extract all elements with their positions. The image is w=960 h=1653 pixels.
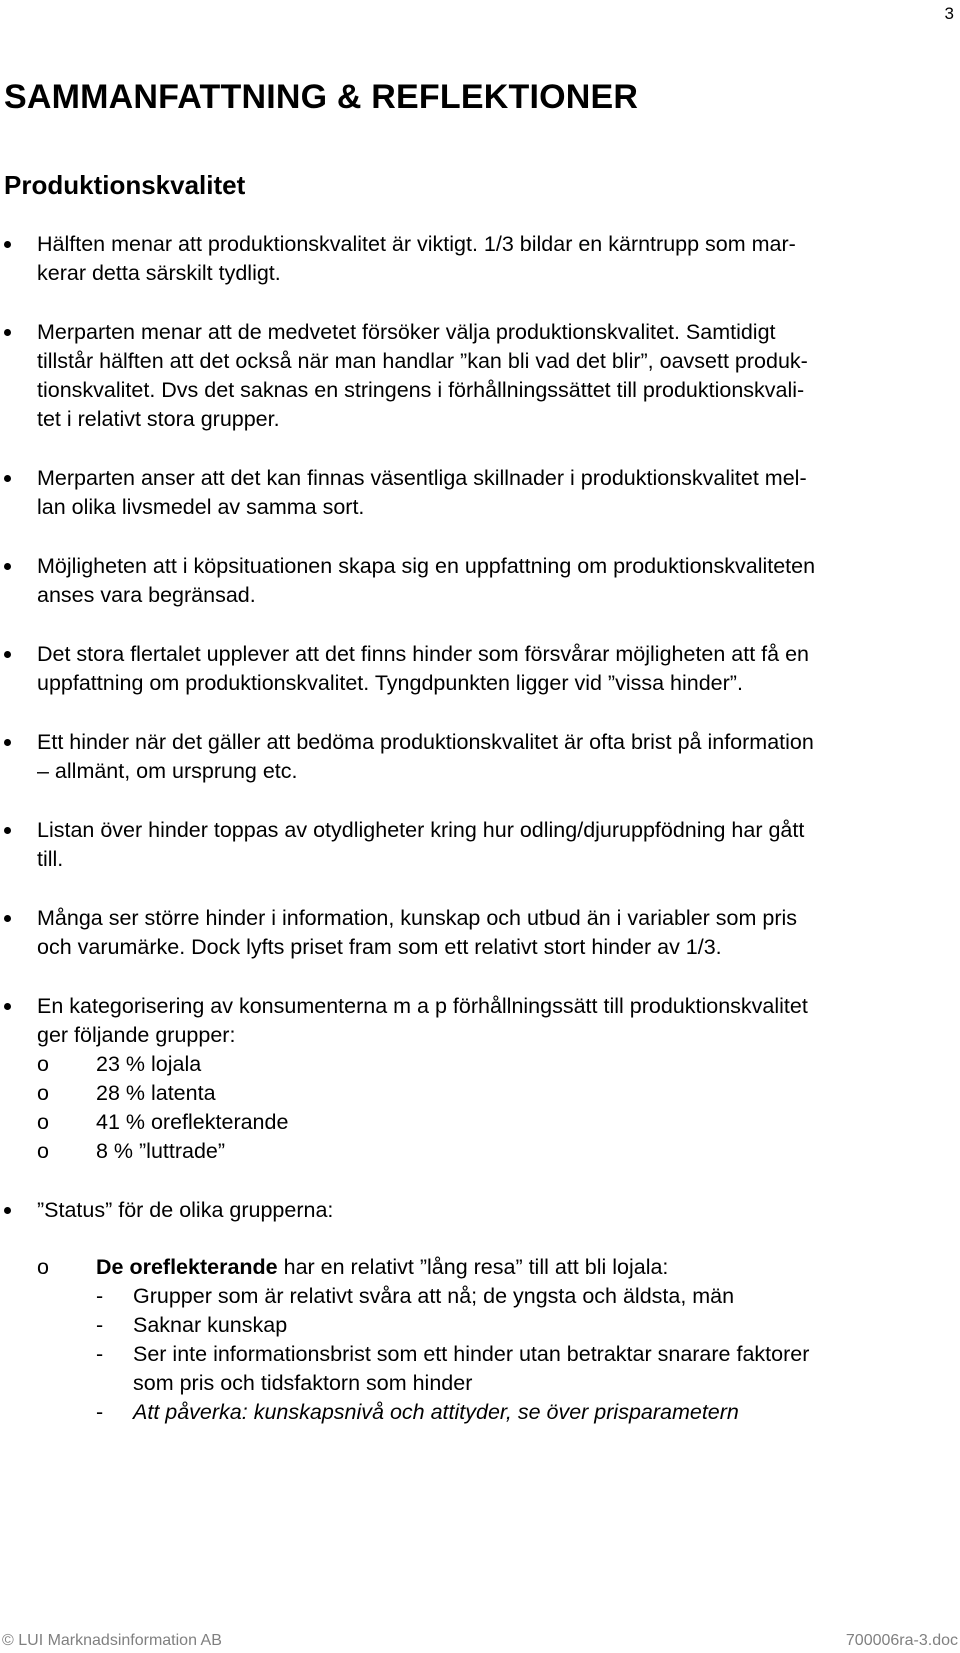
status-bold-term: De oreflekterande — [96, 1255, 278, 1279]
bullet-item — [0, 816, 958, 874]
section-title: Produktionskvalitet — [4, 170, 246, 200]
bullet-dot-icon — [4, 563, 11, 570]
bullet-text: Listan över hinder toppas av otydligheter kring hur odling/djuruppfödning har gått till. — [37, 818, 805, 871]
circle-bullet-icon: o — [37, 1052, 49, 1076]
status-dash-item — [96, 1398, 958, 1427]
status-dash-list — [96, 1282, 958, 1427]
status-dash-item — [96, 1340, 958, 1398]
consumer-group-list — [37, 1050, 958, 1166]
consumer-group-label: 41 % oreflekterande — [96, 1110, 289, 1134]
bullet-item — [0, 904, 958, 962]
consumer-group-label: 28 % latenta — [96, 1081, 216, 1105]
bullet-dot-icon — [4, 915, 11, 922]
consumer-group-item — [37, 1079, 958, 1108]
bullet-item — [0, 552, 958, 610]
bullet-dot-icon — [4, 475, 11, 482]
dash-marker: - — [96, 1313, 104, 1337]
bullet-text: Det stora flertalet upplever att det finns hinder som försvårar möjligheten att få en uppfattning om produktionskvalitet. Tyngdpunkten ligger vid ”vissa hinder”. — [37, 642, 810, 695]
bullet-text: Många ser större hinder i information, kunskap och utbud än i variabler som pris och varumärke. Dock lyfts priset fram som ett relativt stort hinder av 1/3. — [37, 906, 798, 959]
bullet-dot-icon — [4, 1003, 11, 1010]
dash-marker: - — [96, 1400, 104, 1424]
bullet-item — [0, 728, 958, 786]
status-detail — [37, 1253, 958, 1427]
bullet-text: Hälften menar att produktionskvalitet är viktigt. 1/3 bildar en kärntrupp som mar- kerar detta särskilt tydligt. — [37, 232, 796, 285]
consumer-group-label: 8 % ”luttrade” — [96, 1139, 226, 1163]
consumer-group-item — [37, 1137, 958, 1166]
bullet-item — [0, 318, 958, 434]
footer-copyright: © LUI Marknadsinformation AB — [2, 1632, 222, 1649]
bullet-text: Ett hinder när det gäller att bedöma produktionskvalitet är ofta brist på information – allmänt, om ursprung etc. — [37, 730, 814, 783]
status-dash-item — [96, 1311, 958, 1340]
circle-bullet-icon: o — [37, 1081, 49, 1105]
bullet-text: Merparten menar att de medvetet försöker välja produktionskvalitet. Samtidigt tillstår hälften att det också när man handlar ”kan bli vad det blir”, oavsett produk- tionskvalitet. Dvs det saknas en stringens i förhållningssättet till produktionskvali- tet i relativt stora grupper. — [37, 320, 808, 431]
status-dash-item — [96, 1282, 958, 1311]
page-number: 3 — [944, 4, 954, 23]
page-footer — [0, 1630, 960, 1653]
bullet-item-categorisation — [0, 992, 958, 1166]
bullet-dot-icon — [4, 739, 11, 746]
bullet-dot-icon — [4, 1207, 11, 1214]
dash-marker: - — [96, 1342, 104, 1366]
bullet-item — [0, 464, 958, 522]
bullet-item — [0, 230, 958, 288]
page-title: SAMMANFATTNING & REFLEKTIONER — [4, 78, 639, 116]
bullet-text: Merparten anser att det kan finnas väsentliga skillnader i produktionskvalitet mel- lan olika livsmedel av samma sort. — [37, 466, 807, 519]
bullet-dot-icon — [4, 241, 11, 248]
consumer-group-item — [37, 1108, 958, 1137]
status-dash-text: Ser inte informationsbrist som ett hinder utan betraktar snarare faktorer som pris och tidsfaktorn som hinder — [133, 1342, 810, 1395]
bullet-item — [0, 640, 958, 698]
bullet-text: En kategorisering av konsumenterna m a p förhållningssätt till produktionskvalitet ger följande grupper: — [37, 994, 808, 1047]
bullet-dot-icon — [4, 651, 11, 658]
consumer-group-label: 23 % lojala — [96, 1052, 202, 1076]
status-dash-text: Grupper som är relativt svåra att nå; de yngsta och äldsta, män — [133, 1284, 735, 1308]
status-dash-text: Saknar kunskap — [133, 1313, 288, 1337]
bullet-item-status — [0, 1196, 958, 1427]
bullet-dot-icon — [4, 827, 11, 834]
footer-filename: 700006ra-3.doc — [845, 1632, 958, 1649]
bullet-dot-icon — [4, 329, 11, 336]
bullet-text: Möjligheten att i köpsituationen skapa sig en uppfattning om produktionskvaliteten anses vara begränsad. — [37, 554, 816, 607]
circle-bullet-icon: o — [37, 1139, 49, 1163]
bullet-text: ”Status” för de olika grupperna: — [37, 1198, 334, 1222]
summary-bullet-list — [0, 230, 958, 1457]
circle-bullet-icon: o — [37, 1110, 49, 1134]
status-lead — [96, 1253, 958, 1282]
dash-marker: - — [96, 1284, 104, 1308]
consumer-group-item — [37, 1050, 958, 1079]
status-lead-text: har en relativt ”lång resa” till att bli lojala: — [277, 1255, 669, 1279]
status-dash-text: Att påverka: kunskapsnivå och attityder, se över prisparametern — [133, 1400, 739, 1424]
circle-bullet-icon: o — [37, 1255, 49, 1279]
